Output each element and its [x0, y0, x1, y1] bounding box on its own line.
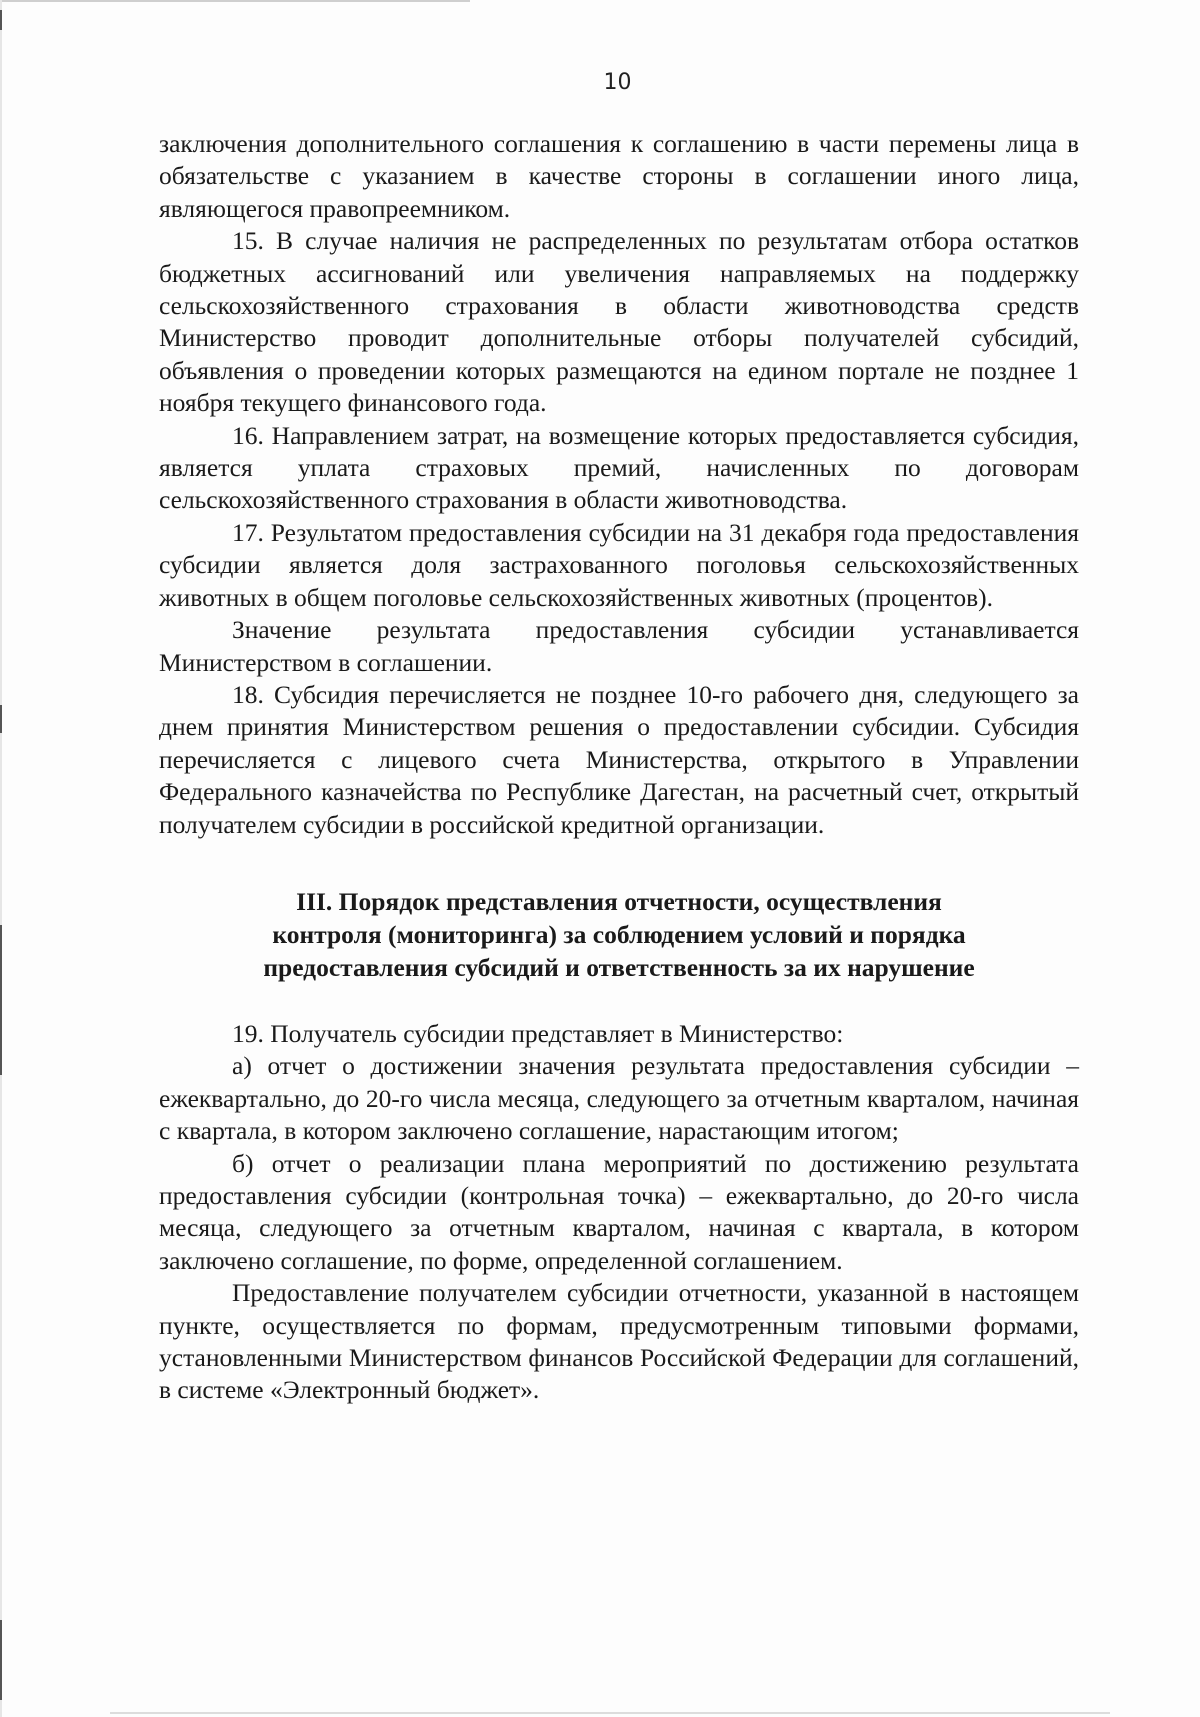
subitem-b: б) отчет о реализации плана мероприятий по достижению результата предоставления субсидии (контрольная точка) – ежеквартально, до 20-го числа месяца, следующего за отчетным кварталом, начиная с квартала, в котором заключено соглашение, по форме, определенной соглашением.: [159, 1148, 1079, 1275]
scan-mark: [0, 1620, 2, 1700]
subitem-a: а) отчет о достижении значения результата предоставления субсидии – ежеквартально, до 20-го числа месяца, следующего за отчетным кварталом, начиная с квартала, в котором заключено соглашение, нарастающим итогом;: [159, 1051, 1079, 1146]
paragraph: заключения дополнительного соглашения к соглашению в части перемены лица в обязательстве с указанием в качестве стороны в соглашении иного лица, являющегося правопреемником.: [159, 129, 1079, 223]
section-heading-line: контроля (мониторинга) за соблюдением условий и порядка: [272, 919, 966, 949]
section-heading-line: III. Порядок представления отчетности, осуществления: [296, 886, 942, 916]
paragraph-item-19: 19. Получатель субсидии представляет в Министерство:: [232, 1018, 844, 1048]
paragraph-item-16: 16. Направлением затрат, на возмещение которых предоставляется субсидия, является уплата страховых премий, начисленных по договорам сельскохозяйственного страхования в области животноводства.: [159, 420, 1079, 515]
scan-mark: [0, 10, 2, 30]
scan-edge-left: [0, 0, 2, 1717]
section-heading: [159, 885, 1079, 984]
paragraph: Значение результата предоставления субсидии устанавливается Министерством в соглашении.: [159, 615, 1079, 677]
section-heading-line: предоставления субсидий и ответственность за их нарушение: [263, 952, 975, 982]
paragraph-item-15: 15. В случае наличия не распределенных по результатам отбора остатков бюджетных ассигнований или увеличения направляемых на поддержку сельскохозяйственного страхования в области животноводства средств Министерство проводит дополнительные отборы получателей субсидий, объявления о проведении которых размещаются на едином портале не позднее 1 ноября текущего финансового года.: [159, 226, 1079, 418]
scan-edge-top: [0, 0, 470, 2]
paragraph-item-17: 17. Результатом предоставления субсидии на 31 декабря года предоставления субсидии является доля застрахованного поголовья сельскохозяйственных животных в общем поголовье сельскохозяйственных животных (процентов).: [159, 517, 1079, 612]
paragraph: Предоставление получателем субсидии отчетности, указанной в настоящем пункте, осуществляется по формам, предусмотренным типовыми формами, установленными Министерством финансов Российской Федерации для соглашений, в системе «Электронный бюджет».: [159, 1278, 1079, 1405]
page-number: 10: [603, 70, 632, 95]
scan-edge-bottom: [110, 1712, 1110, 1714]
scan-mark: [0, 705, 2, 733]
body-text: [159, 128, 1079, 1407]
scan-mark: [0, 925, 2, 1075]
paragraph-item-18: 18. Субсидия перечисляется не позднее 10-го рабочего дня, следующего за днем принятия Министерством решения о предоставлении субсидии. Субсидия перечисляется с лицевого счета Министерства, открытого в Управлении Федерального казначейства по Республике Дагестан, на расчетный счет, открытый получателем субсидии в российской кредитной организации.: [159, 679, 1079, 839]
